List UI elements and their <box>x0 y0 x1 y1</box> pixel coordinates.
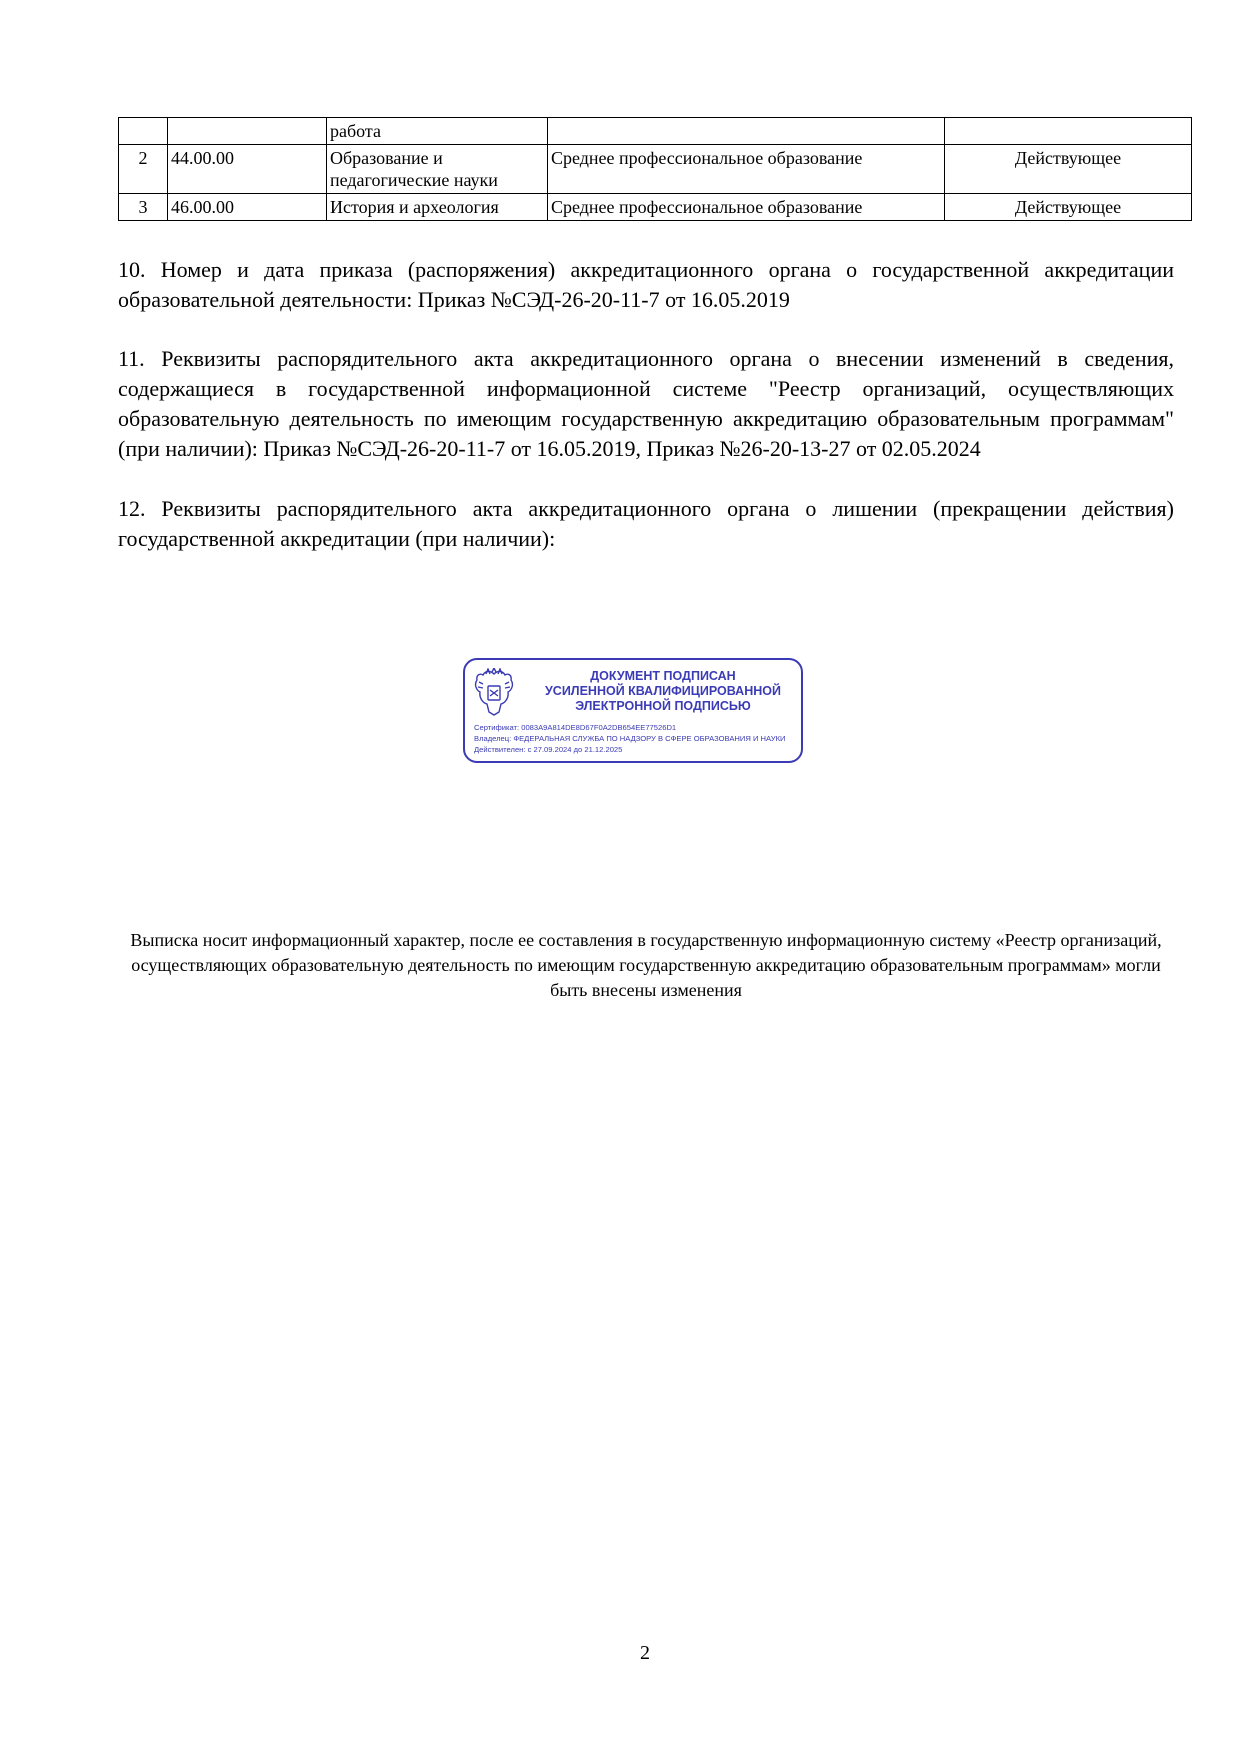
education-level-cell <box>548 118 945 145</box>
paragraph-amendment-acts: 11. Реквизиты распорядительного акта аккредитационного органа о внесении изменений в сведения, содержащиеся в государственной информационной системе "Реестр организаций, осуществляющих образовательную деятельность по имеющим государственную аккредитацию образовательным программам" (при наличии): Приказ №СЭД-26-20-11-7 от 16.05.2019, Приказ №26-20-13-27 от 02.05.2024 <box>118 346 1174 461</box>
coat-of-arms-icon <box>473 668 515 718</box>
row-number-cell <box>119 118 168 145</box>
table-row <box>119 118 1192 145</box>
row-number-cell: 3 <box>119 194 168 221</box>
page-number: 2 <box>640 1642 650 1664</box>
accreditation-status-cell: Действующее <box>945 145 1192 194</box>
row-number-cell: 2 <box>119 145 168 194</box>
stamp-owner: Владелец: ФЕДЕРАЛЬНАЯ СЛУЖБА ПО НАДЗОРУ В СФЕРЕ ОБРАЗОВАНИЯ И НАУКИ <box>474 734 786 743</box>
program-code-cell: 44.00.00 <box>168 145 327 194</box>
program-name-cell: Образование и педагогические науки <box>327 145 548 194</box>
stamp-certificate: Сертификат: 0083A9A814DE8D67F0A2DB654EE77526D1 <box>474 723 677 732</box>
stamp-title-line: ЭЛЕКТРОННОЙ ПОДПИСЬЮ <box>575 699 751 713</box>
electronic-signature-stamp <box>463 658 803 763</box>
education-level-cell: Среднее профессиональное образование <box>548 145 945 194</box>
education-level-cell: Среднее профессиональное образование <box>548 194 945 221</box>
table-row <box>119 145 1192 194</box>
programs-table-body <box>119 118 1192 221</box>
stamp-title-line: УСИЛЕННОЙ КВАЛИФИЦИРОВАННОЙ <box>545 684 781 698</box>
table-row <box>119 194 1192 221</box>
stamp-details <box>474 722 800 755</box>
stamp-title-line: ДОКУМЕНТ ПОДПИСАН <box>590 669 736 683</box>
program-code-cell <box>168 118 327 145</box>
paragraph-revocation-acts: 12. Реквизиты распорядительного акта аккредитационного органа о лишении (прекращении действия) государственной аккредитации (при наличии): <box>118 496 1174 551</box>
program-name-cell: История и археология <box>327 194 548 221</box>
paragraph-accreditation-order: 10. Номер и дата приказа (распоряжения) аккредитационного органа о государственной аккредитации образовательной деятельности: Приказ №СЭД-26-20-11-7 от 16.05.2019 <box>118 257 1174 312</box>
stamp-validity: Действителен: с 27.09.2024 до 21.12.2025 <box>474 745 623 754</box>
disclaimer-note: Выписка носит информационный характер, после ее составления в государственную информационную систему «Реестр организаций, осуществляющих образовательную деятельность по имеющим государственную аккредитацию образовательным программам» могли быть внесены изменения <box>130 930 1162 1000</box>
accreditation-status-cell: Действующее <box>945 194 1192 221</box>
accreditation-status-cell <box>945 118 1192 145</box>
program-code-cell: 46.00.00 <box>168 194 327 221</box>
programs-table <box>118 117 1192 221</box>
stamp-title <box>527 669 799 714</box>
program-name-cell: работа <box>327 118 548 145</box>
